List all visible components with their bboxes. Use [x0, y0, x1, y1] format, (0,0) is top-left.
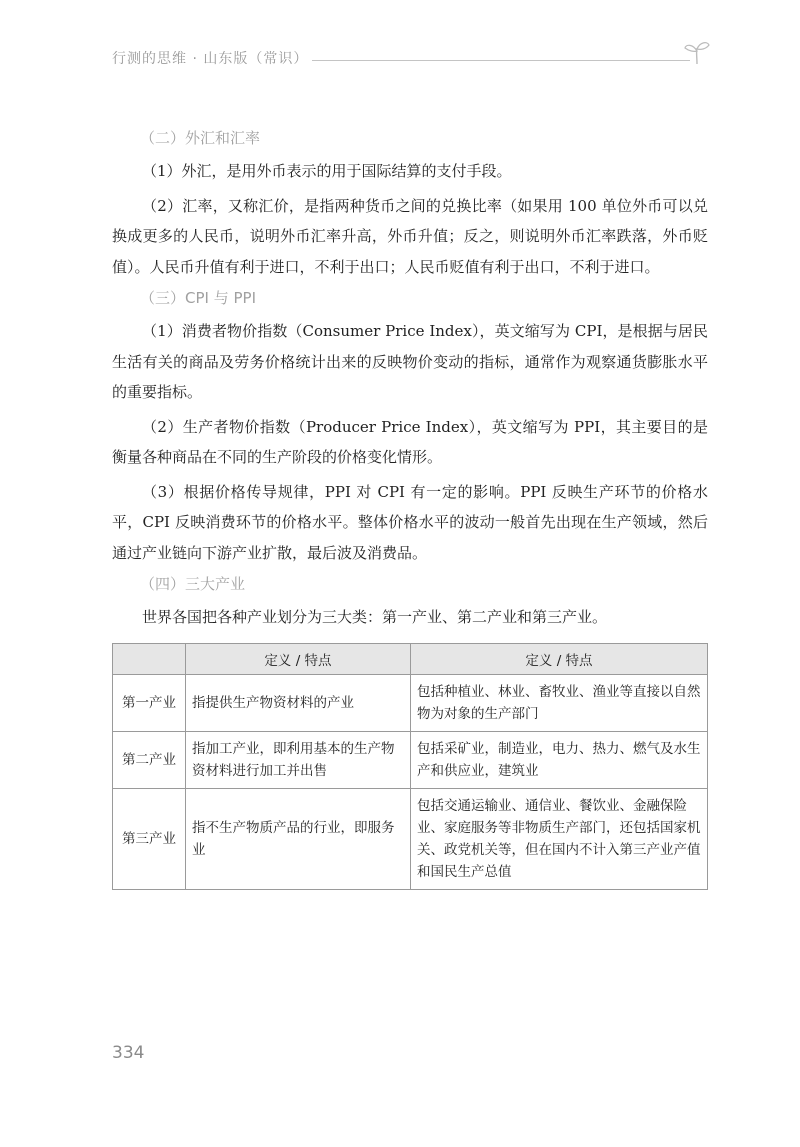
table-cell: 包括采矿业，制造业，电力、热力、燃气及水生产和供应业，建筑业	[411, 731, 708, 788]
table-cell: 指提供生产物资材料的产业	[186, 674, 411, 731]
paragraph: （1）消费者物价指数（Consumer Price Index），英文缩写为 CPI，是根据与居民生活有关的商品及劳务价格统计出来的反映物价变动的指标，通常作为观察通货膨胀水平的重要指标。	[112, 322, 708, 401]
table-cell: 第二产业	[113, 731, 186, 788]
section-heading: （四）三大产业	[140, 575, 246, 593]
section-heading: （三）CPI 与 PPI	[140, 289, 256, 307]
table-header-cell	[113, 643, 186, 674]
running-header: 行测的思维 · 山东版（常识）	[112, 51, 309, 67]
page-number: 334	[112, 1043, 145, 1063]
table-header-row	[113, 643, 708, 674]
paragraph: （2）生产者物价指数（Producer Price Index），英文缩写为 PPI，其主要目的是衡量各种商品在不同的生产阶段的价格变化情形。	[112, 417, 708, 466]
section-heading: （二）外汇和汇率	[140, 129, 261, 147]
table-cell: 指不生产物质产品的行业，即服务业	[186, 788, 411, 889]
page-content	[112, 122, 708, 890]
table-row	[113, 788, 708, 889]
paragraph: （3）根据价格传导规律，PPI 对 CPI 有一定的影响。PPI 反映生产环节的价格水平，CPI 反映消费环节的价格水平。整体价格水平的波动一般首先出现在生产领域，然后通过产业链向下游产业扩散，最后波及消费品。	[112, 482, 708, 562]
table-cell: 第一产业	[113, 674, 186, 731]
table-cell: 包括交通运输业、通信业、餐饮业、金融保险业、家庭服务等非物质生产部门，还包括国家机关、政党机关等，但在国内不计入第三产业产值和国民生产总值	[411, 788, 708, 889]
table-cell: 第三产业	[113, 788, 186, 889]
paragraph: （1）外汇，是用外币表示的用于国际结算的支付手段。	[142, 162, 512, 180]
paragraph: （2）汇率，又称汇价，是指两种货币之间的兑换比率（如果用 100 单位外币可以兑换成更多的人民币，说明外币汇率升高，外币升值；反之，则说明外币汇率跌落，外币贬值）。人民币升值有利于进口，不利于出口；人民币贬值有利于出口，不利于进口。	[112, 196, 708, 276]
sprout-icon	[683, 40, 711, 66]
table-row	[113, 731, 708, 788]
industry-table	[112, 643, 708, 890]
paragraph: 世界各国把各种产业划分为三大类：第一产业、第二产业和第三产业。	[142, 608, 608, 626]
table-header-cell: 定义 / 特点	[411, 643, 708, 674]
header-rule	[312, 60, 690, 61]
table-row	[113, 674, 708, 731]
table-cell: 指加工产业，即利用基本的生产物资材料进行加工并出售	[186, 731, 411, 788]
table-cell: 包括种植业、林业、畜牧业、渔业等直接以自然物为对象的生产部门	[411, 674, 708, 731]
table-header-cell: 定义 / 特点	[186, 643, 411, 674]
